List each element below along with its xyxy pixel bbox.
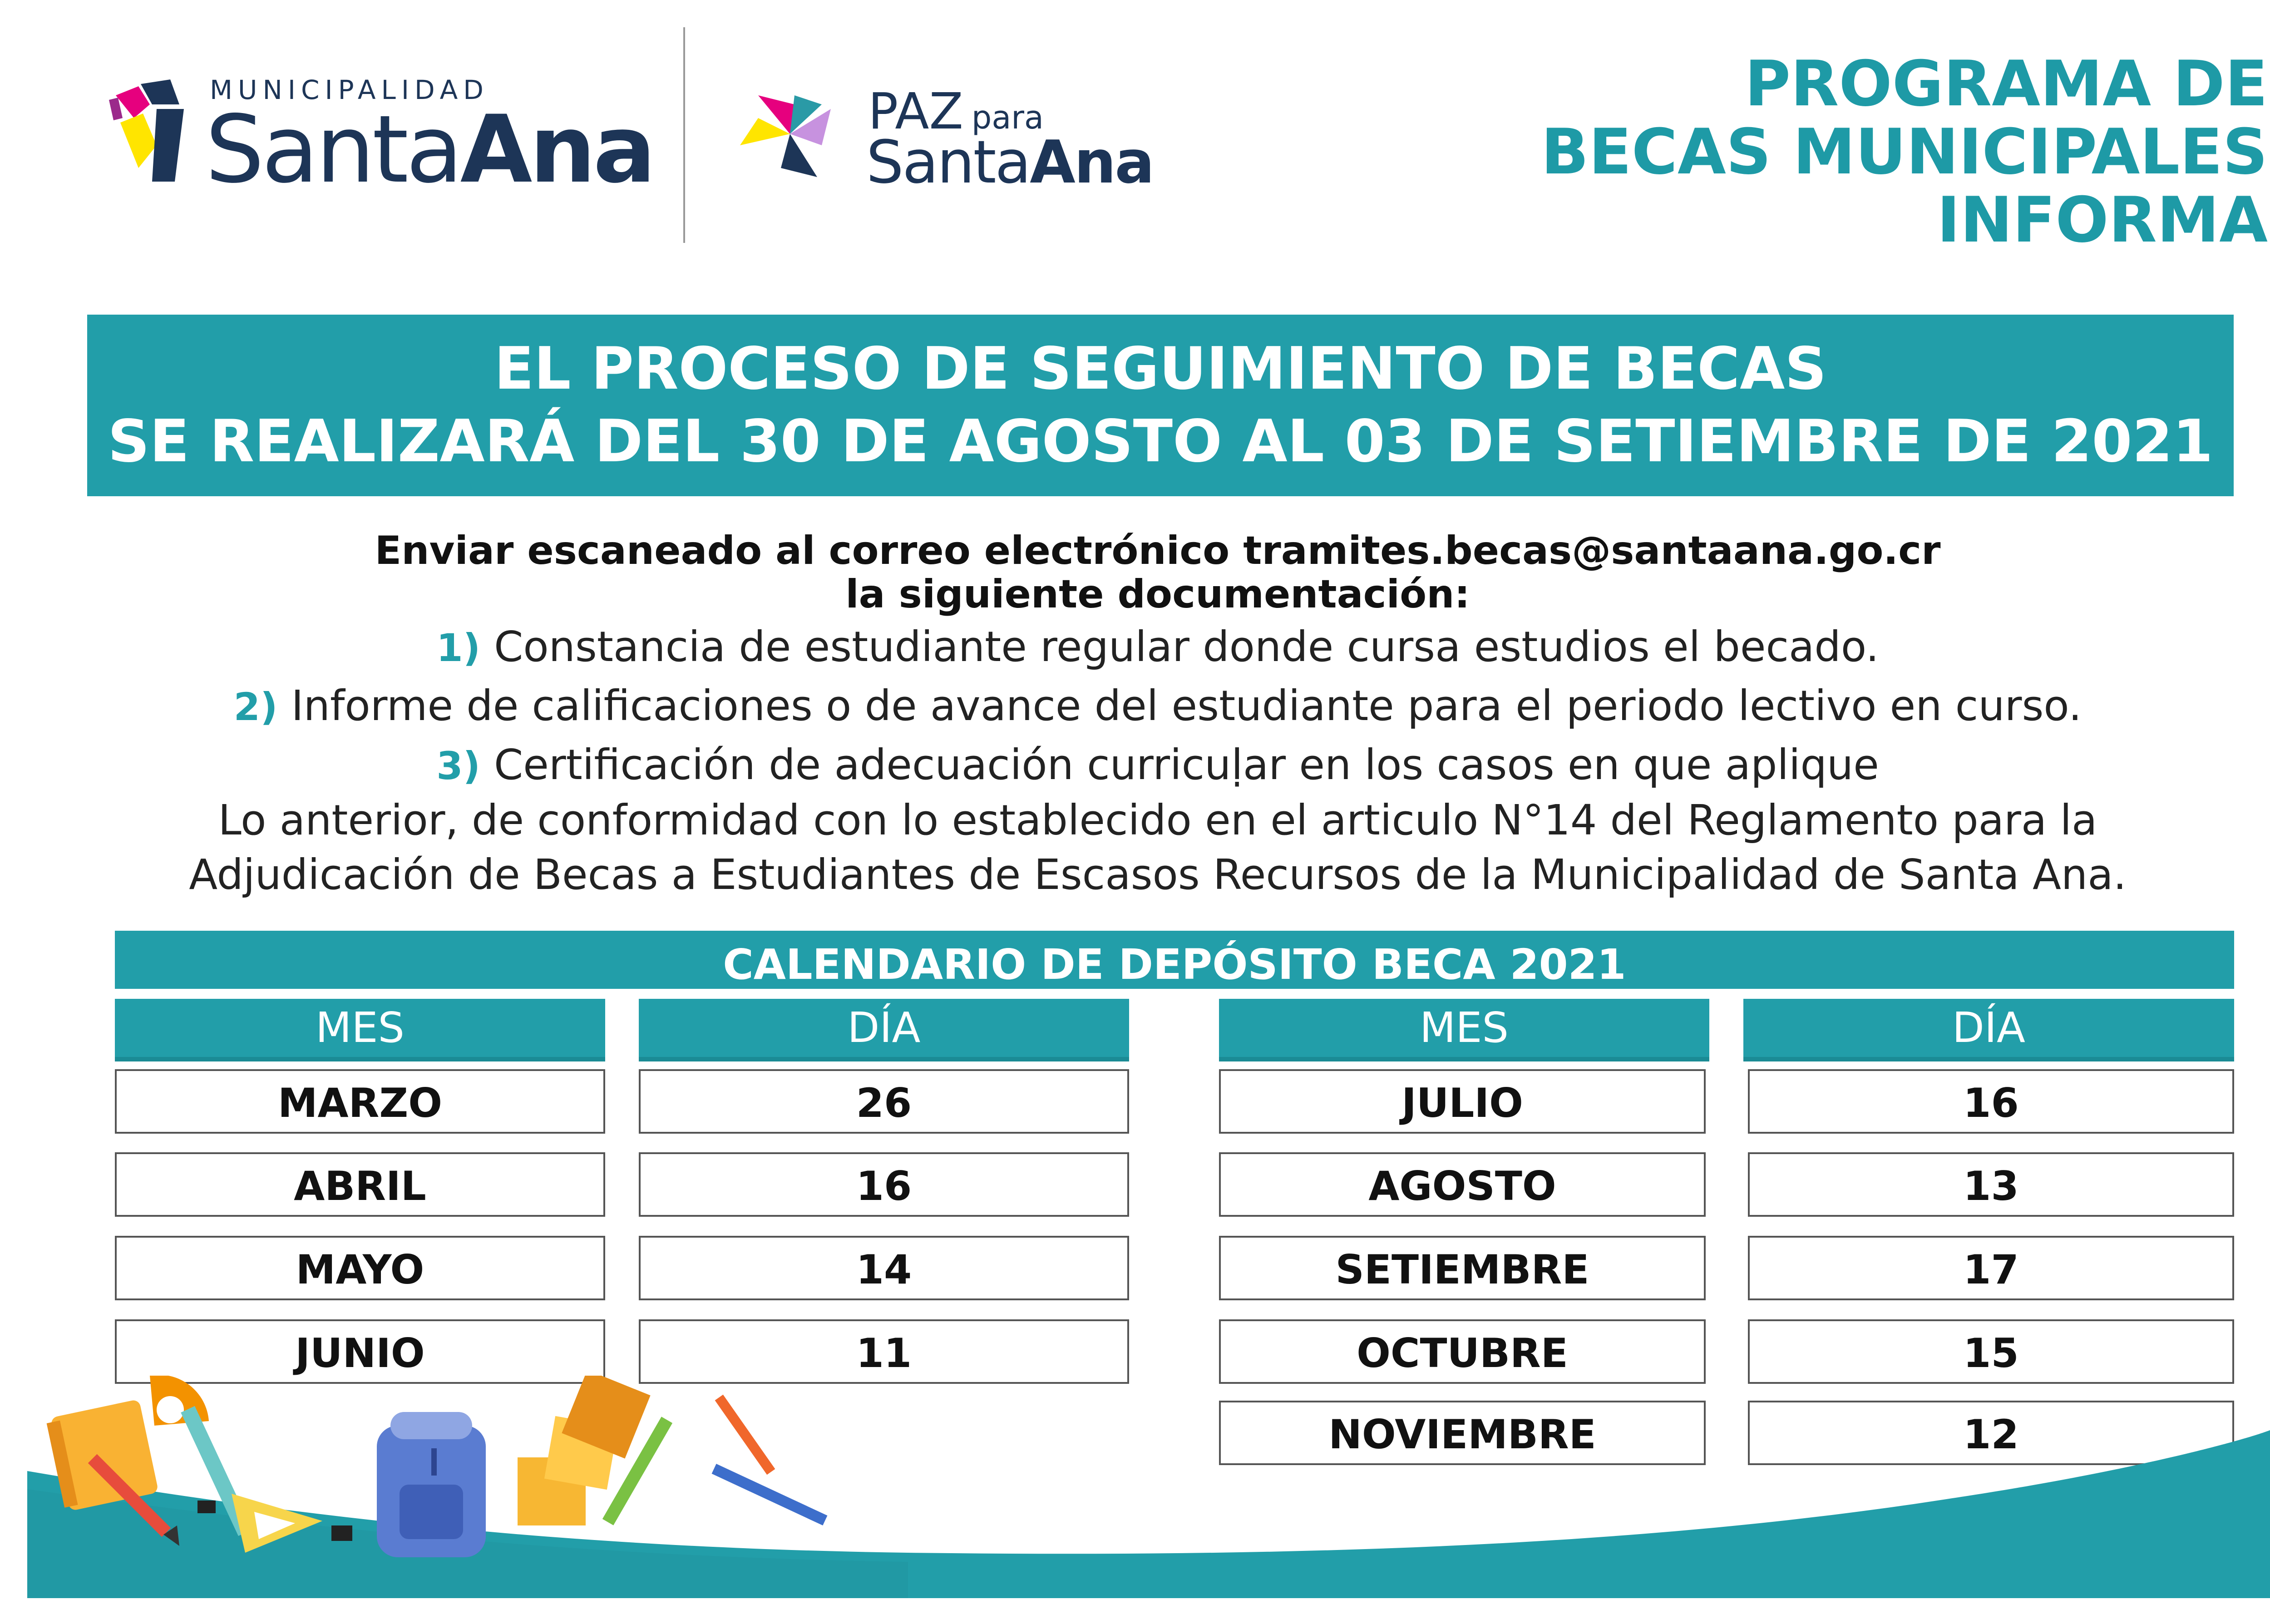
santa-ana-wordmark: SantaAna: [205, 96, 653, 204]
left-mes-cell: MAYO: [115, 1236, 605, 1300]
right-mes-cell: JULIO: [1219, 1069, 1706, 1134]
calendar-title: CALENDARIO DE DEPÓSITO BECA 2021: [115, 931, 2234, 989]
legal-note-line-2: Adjudicación de Becas a Estudiantes de Escasos Recursos de la Municipalidad de Santa Ana.: [189, 850, 2127, 899]
pinwheel-logo-icon: [726, 77, 854, 191]
logo-divider: [683, 27, 685, 243]
follow-up-banner: [87, 315, 2234, 496]
paz-santa-ana-wordmark: SantaAna: [866, 128, 1154, 197]
right-dia-cell: 15: [1748, 1319, 2234, 1384]
banner-line-1: EL PROCESO DE SEGUIMIENTO DE BECAS: [494, 335, 1827, 403]
documentation-label: la siguiente documentación:: [845, 572, 1470, 617]
set-square-icon: [232, 1494, 322, 1553]
municipalidad-label: MUNICIPALIDAD: [210, 74, 489, 105]
doc-item-2: 2) Informe de calificaciones o de avance del estudiante para el periodo lectivo en curso.: [233, 681, 2082, 730]
backpack-icon: [377, 1412, 486, 1557]
municipalidad-logo-icon: [107, 77, 193, 191]
left-mes-cell: ABRIL: [115, 1152, 605, 1217]
right-dia-cell: 16: [1748, 1069, 2234, 1134]
paz-label: PAZ para: [868, 82, 1044, 140]
email-link[interactable]: tramites.becas@santaana.go.cr: [1243, 528, 1941, 573]
right-dia-cell: 13: [1748, 1152, 2234, 1217]
left-mes-header: MES: [115, 999, 605, 1061]
right-dia-header: DÍA: [1743, 999, 2234, 1061]
program-title: PROGRAMA DE BECAS MUNICIPALES INFORMA: [1541, 47, 2268, 257]
blue-pencil-icon: [712, 1464, 828, 1525]
left-dia-cell: 11: [639, 1319, 1129, 1384]
left-dia-cell: 14: [639, 1236, 1129, 1300]
email-instruction: Enviar escaneado al correo electrónico tramites.becas@santaana.go.cr: [375, 528, 1941, 573]
right-mes-cell: OCTUBRE: [1219, 1319, 1706, 1384]
right-dia-cell: 12: [1748, 1401, 2234, 1465]
doc-item-3: 3) Certificación de adecuación curricuḷar en los casos en que aplique: [436, 740, 1879, 789]
doc-item-1: 1) Constancia de estudiante regular donde cursa estudios el becado.: [436, 622, 1879, 671]
orange-pencil-icon: [715, 1395, 775, 1475]
sticky-notes-icon: [518, 1376, 651, 1525]
left-mes-cell: MARZO: [115, 1069, 605, 1134]
right-mes-header: MES: [1219, 999, 1709, 1061]
instructions: [0, 529, 2270, 902]
right-mes-cell: AGOSTO: [1219, 1152, 1706, 1217]
school-supplies-illustration: [41, 1376, 881, 1566]
notebook-icon: [47, 1399, 159, 1511]
legal-note-line-1: Lo anterior, de conformidad con lo establecido en el articulo N°14 del Reglamento para la: [218, 796, 2097, 844]
right-dia-cell: 17: [1748, 1236, 2234, 1300]
right-mes-cell: SETIEMBRE: [1219, 1236, 1706, 1300]
right-mes-cell: NOVIEMBRE: [1219, 1401, 1706, 1465]
left-dia-header: DÍA: [639, 999, 1129, 1061]
left-dia-cell: 16: [639, 1152, 1129, 1217]
banner-line-2: SE REALIZARÁ DEL 30 DE AGOSTO AL 03 DE SETIEMBRE DE 2021: [108, 408, 2213, 475]
left-dia-cell: 26: [639, 1069, 1129, 1134]
left-mes-cell: JUNIO: [115, 1319, 605, 1384]
